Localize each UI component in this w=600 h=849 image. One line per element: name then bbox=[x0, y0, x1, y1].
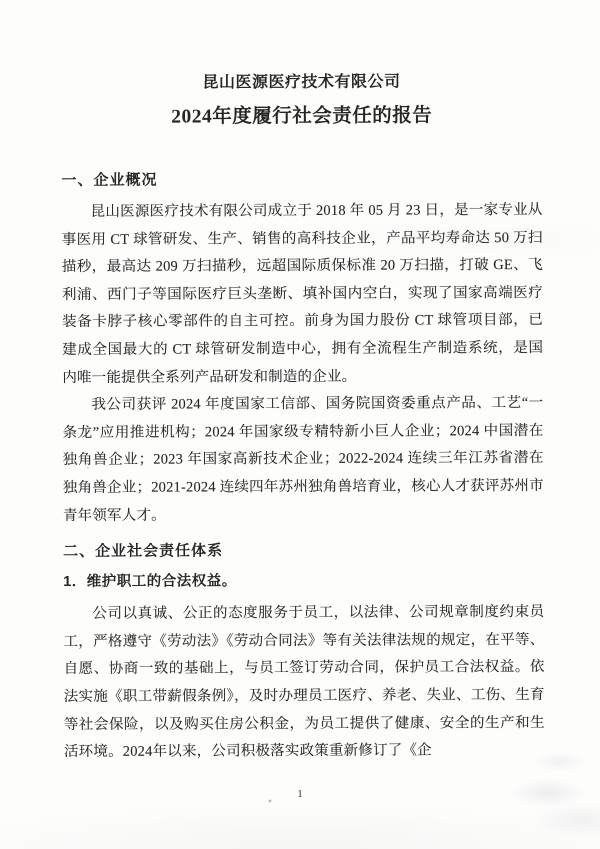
section-1-paragraph-2: 我公司获评 2024 年度国家工信部、国务院国资委重点产品、工艺“一条龙”应用推进机构；2024 年国家级专精特新小巨人企业；2024 中国潜在独角兽企业；2023 年国家高新技术企业；2022-2024 连续三年江苏省潜在独角兽企业；2021-2024 连续四年苏州独角兽培育业，核心人才获评苏州市青年领军人才。 bbox=[62, 395, 544, 524]
section-1-heading: 一、企业概况 bbox=[61, 171, 158, 190]
section-2-paragraph-1: 公司以真诚、公正的态度服务于员工，以法律、公司规章制度约束员工，严格遵守《劳动法》《劳动合同法》等有关法律法规的规定，在平等、自愿、协商一致的基础上，与员工签订劳动合同，保护员工合法权益。依法实施《职工带薪假条例》，及时办理员工医疗、养老、失业、工伤、生育等社会保险，以及购买住房公积金，为员工提供了健康、安全的生产和生活环境。2024年以来，公司积极落实政策重新修订了《企 bbox=[63, 604, 545, 761]
report-content bbox=[61, 71, 545, 767]
page-number: 1 bbox=[297, 788, 303, 800]
section-2-subheading: 1．维护职工的合法权益。 bbox=[63, 573, 237, 591]
report-title: 2024年度履行社会责任的报告 bbox=[171, 105, 433, 128]
company-title: 昆山医源医疗技术有限公司 bbox=[202, 73, 401, 92]
section-1-paragraph-1: 昆山医源医疗技术有限公司成立于 2018 年 05 月 23 日，是一家专业从事医用 CT 球管研发、生产、销售的高科技企业，产品平均寿命达 50 万扫描秒，最高达 209 万扫描秒，远超国际质保标准 20 万扫描，打破 GE、飞利浦、西门子等国际医疗巨头垄断、填补国内空白，实现了国家高端医疗装备卡脖子核心零部件的自主可控。前身为国力股份 CT 球管项目部，已建成全国最大的 CT 球管研发制造中心，拥有全流程生产制造系统，是国内唯一能提供全系列产品研发和制造的企业。 bbox=[61, 201, 544, 386]
section-2-heading: 二、企业社会责任体系 bbox=[63, 542, 224, 561]
